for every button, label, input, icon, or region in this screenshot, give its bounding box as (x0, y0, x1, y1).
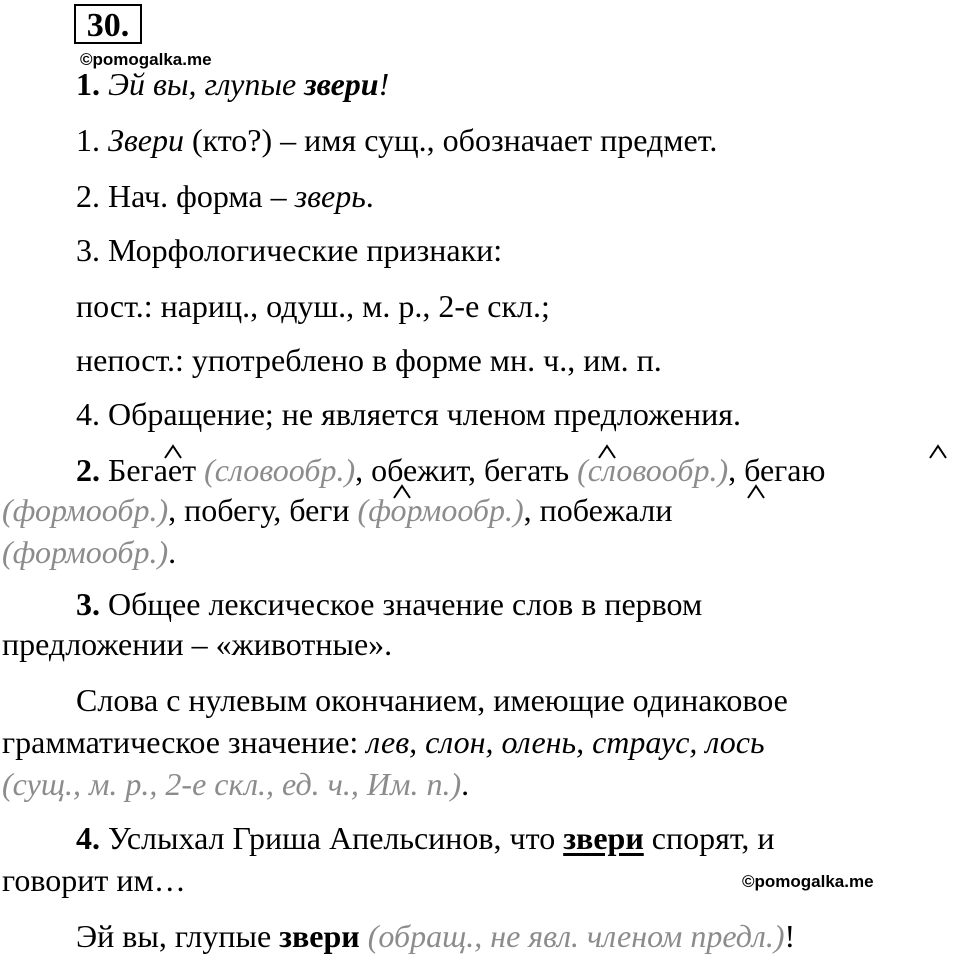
line-6: непост.: употреблено в форме мн. ч., им. п. (76, 342, 662, 378)
item-number: 4. (76, 820, 100, 856)
line-12: предложении – «животные». (2, 626, 393, 662)
underlined-word: звери (563, 820, 644, 856)
sentence-text: Эй вы, глупые (108, 66, 297, 102)
item-number: 1. (76, 66, 100, 102)
note: (формообр.) (2, 534, 169, 570)
text: грамматическое значение: (2, 724, 359, 760)
word-italic: зверь (294, 178, 366, 214)
line-4: 3. Морфологические признаки: (76, 232, 503, 268)
period: . (168, 534, 177, 570)
line-14 (2, 724, 765, 760)
text: Эй вы, глупые (76, 918, 272, 954)
period: . (461, 766, 470, 802)
text: (кто?) – имя сущ., обозначает предмет. (191, 122, 718, 158)
words: , обежит, бегать (355, 452, 570, 488)
note: (словообр.) (204, 452, 356, 488)
line-10 (2, 534, 176, 570)
line-17: говорит им… (2, 862, 186, 898)
note: (сущ., м. р., 2-е скл., ед. ч., Им. п.) (2, 766, 462, 802)
note: (формообр.) (2, 492, 169, 528)
word-italic: Звери (108, 122, 184, 158)
line-9 (2, 492, 673, 528)
words: , побежали (523, 492, 673, 528)
item-number: 3. (76, 586, 100, 622)
exclamation: ! (784, 918, 796, 954)
text: спорят, и (651, 820, 775, 856)
text: Услыхал Гриша Апельсинов, что (108, 820, 556, 856)
text: 2. Нач. форма – (76, 178, 287, 214)
exclamation: ! (378, 66, 390, 102)
analyzed-word: звери (279, 918, 360, 954)
note: (обращ., не явл. членом предл.) (367, 918, 785, 954)
point-number: 1. (76, 122, 100, 158)
line-5: пост.: нариц., одуш., м. р., 2-е скл.; (76, 288, 550, 324)
words: , побегу, беги (168, 492, 350, 528)
note: (словообр.) (577, 452, 729, 488)
line-16 (76, 820, 775, 856)
line-1 (76, 66, 389, 102)
watermark-bottom: ©pomogalka.me (742, 872, 874, 891)
note: (формообр.) (357, 492, 524, 528)
word: Бегает (108, 452, 197, 488)
words: , бегаю (728, 452, 826, 488)
line-11 (76, 586, 702, 622)
watermark-top: ©pomogalka.me (80, 50, 212, 69)
line-18 (76, 918, 795, 954)
task-number: 30. (74, 4, 142, 44)
line-7: 4. Обращение; не является членом предложения. (76, 396, 741, 432)
line-15 (2, 766, 469, 802)
line-13: Слова с нулевым окончанием, имеющие одинаковое (76, 682, 788, 718)
suffix-mark (930, 446, 946, 458)
line-3 (76, 178, 374, 214)
word-list: лев, слон, олень, страус, лось (366, 724, 765, 760)
period: . (365, 178, 374, 214)
line-2 (76, 122, 717, 158)
text: Общее лексическое значение слов в первом (108, 586, 703, 622)
analyzed-word: звери (304, 66, 379, 102)
item-number: 2. (76, 452, 100, 488)
line-8 (76, 452, 825, 488)
